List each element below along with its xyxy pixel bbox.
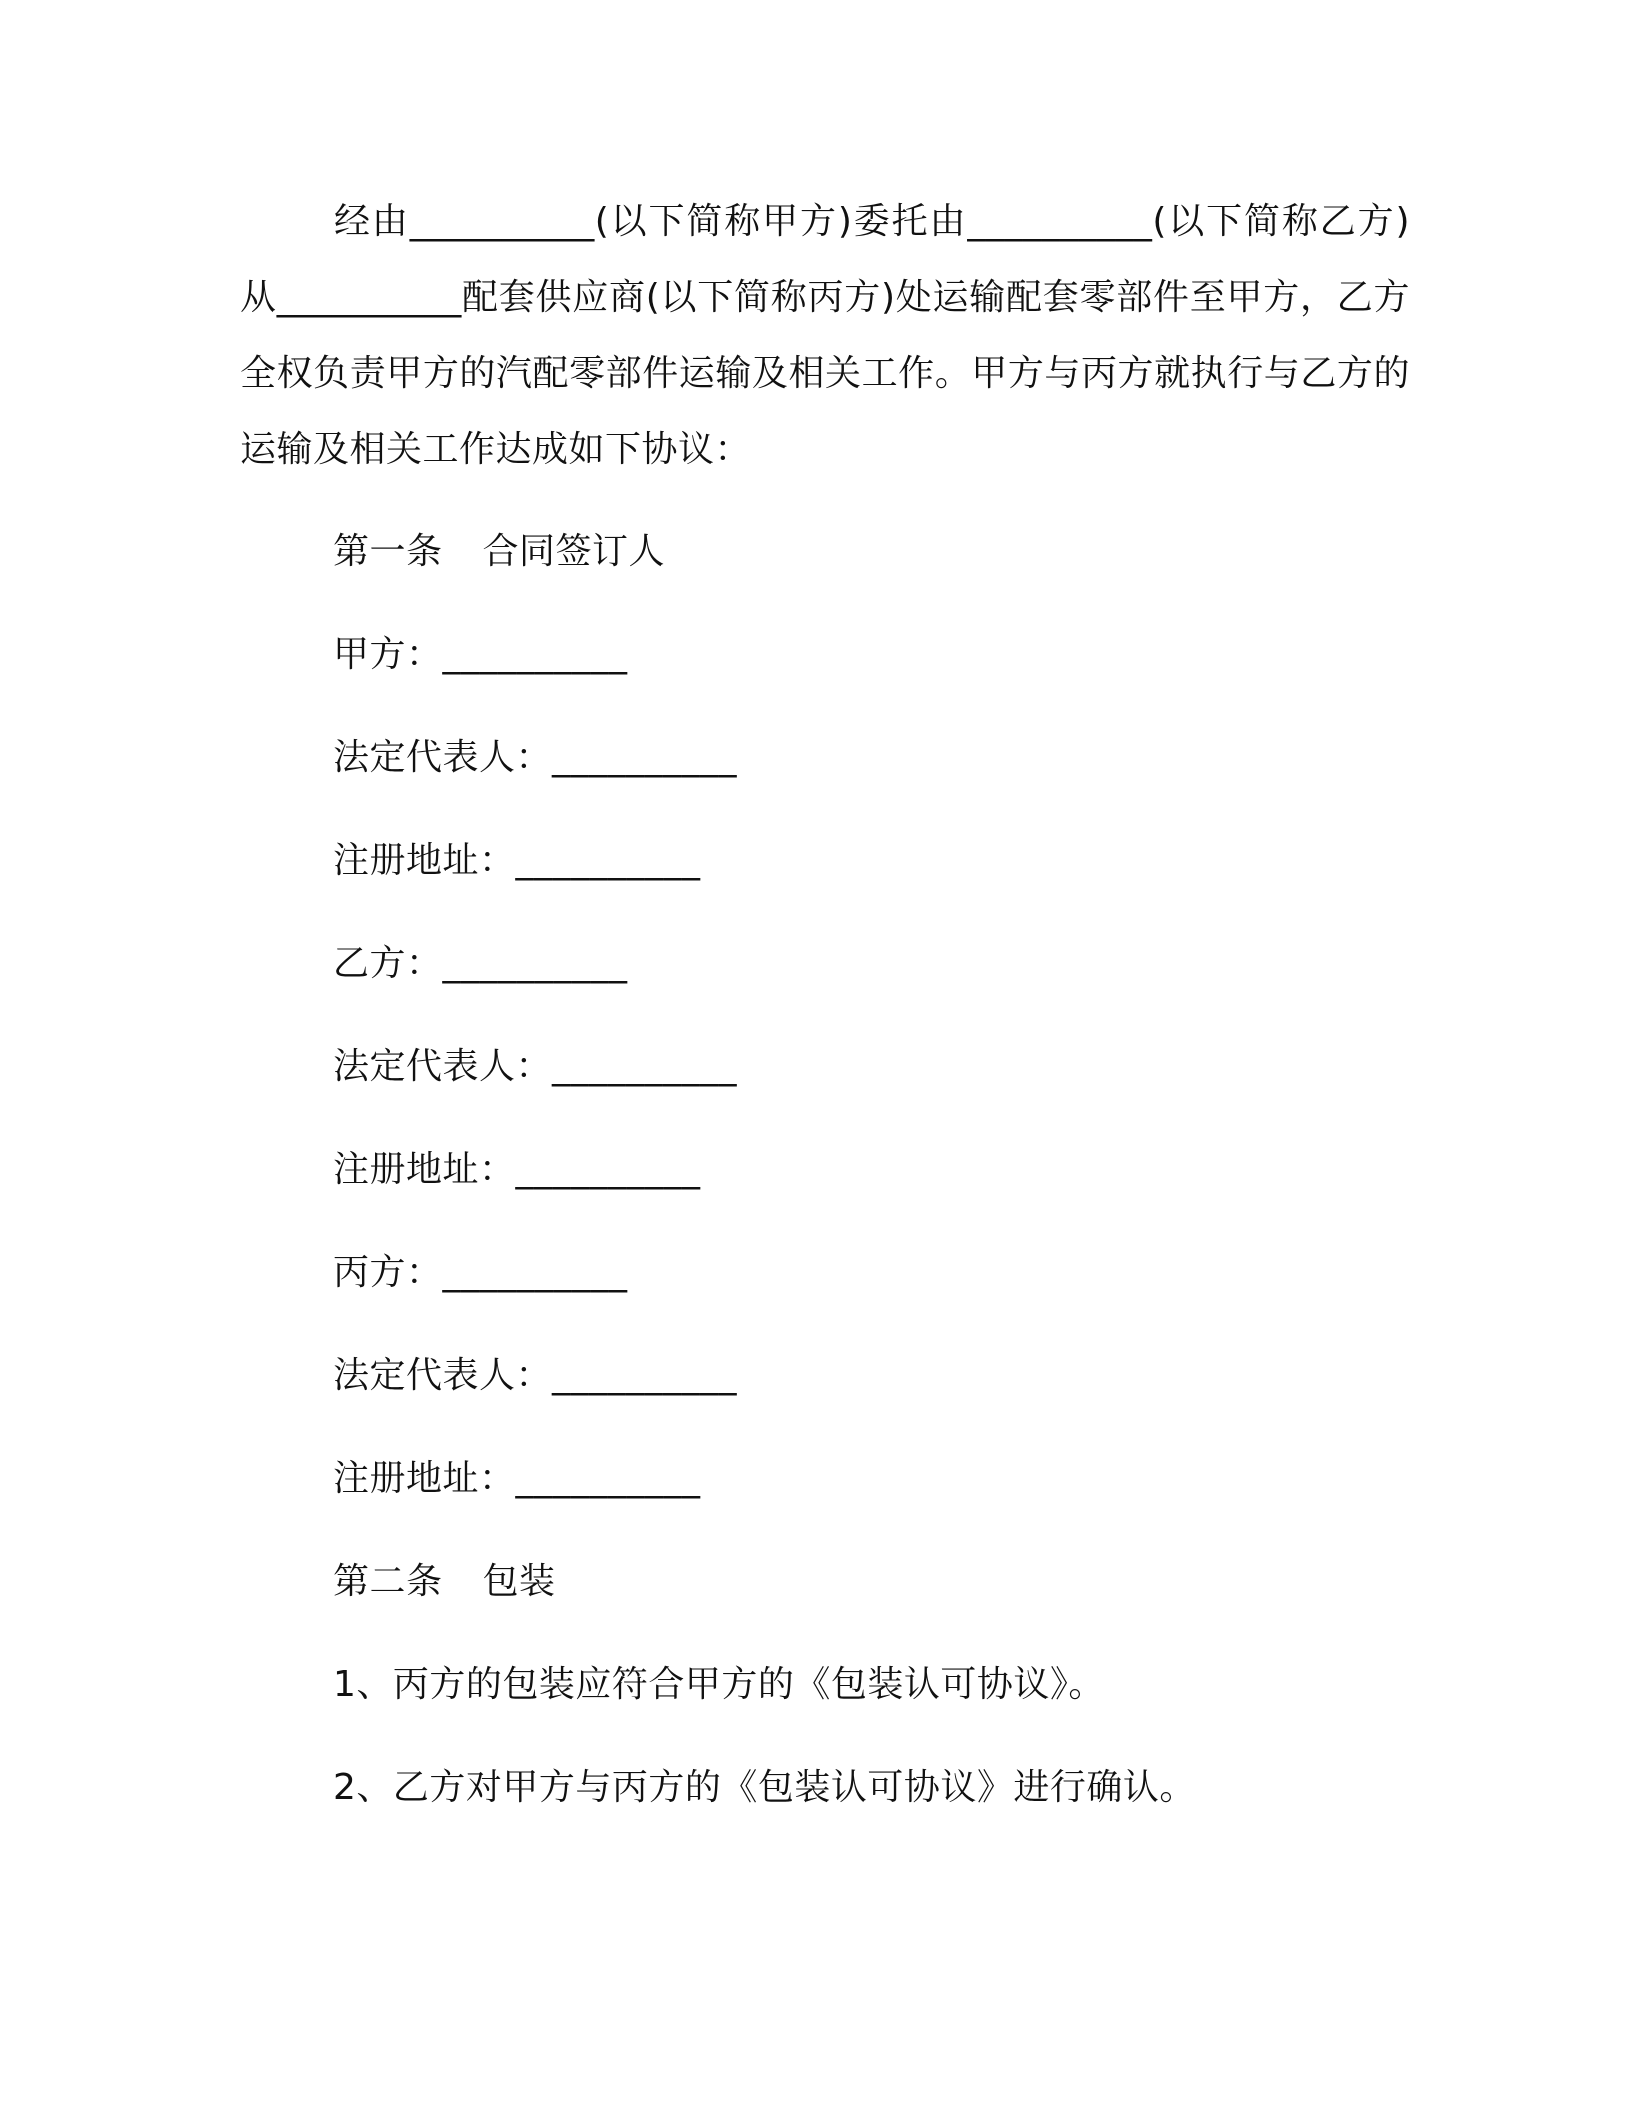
party-a-rep-line: 法定代表人：__________: [333, 737, 738, 778]
article-2-title: 包装: [482, 1561, 556, 1602]
party-c-address-line: 注册地址：__________: [333, 1458, 701, 1499]
party-c-line: 丙方：__________: [333, 1252, 628, 1293]
party-a-address-line: 注册地址：__________: [333, 840, 701, 881]
party-a-line: 甲方：__________: [333, 634, 628, 675]
party-b-rep-line: 法定代表人：__________: [333, 1046, 738, 1087]
article-1-title: 合同签订人: [482, 531, 666, 572]
clause-2: 2、乙方对甲方与丙方的《包装认可协议》进行确认。: [333, 1767, 1196, 1808]
article-1-number: 第一条: [333, 531, 443, 572]
party-b-address-line: 注册地址：__________: [333, 1149, 701, 1190]
clause-1: 1、丙方的包装应符合甲方的《包装认可协议》。: [333, 1664, 1105, 1705]
article-2-heading: [333, 1558, 556, 1606]
party-c-rep-line: 法定代表人：__________: [333, 1355, 738, 1396]
intro-paragraph: 经由__________(以下简称甲方)委托由__________(以下简称乙方)从__________配套供应商(以下简称丙方)处运输配套零部件至甲方，乙方全权负责甲方的汽配零部件运输及相关工作。甲方与丙方就执行与乙方的运输及相关工作达成如下协议：: [240, 201, 1410, 470]
party-b-line: 乙方：__________: [333, 943, 628, 984]
article-1-heading: [333, 528, 665, 576]
article-2-number: 第二条: [333, 1561, 443, 1602]
